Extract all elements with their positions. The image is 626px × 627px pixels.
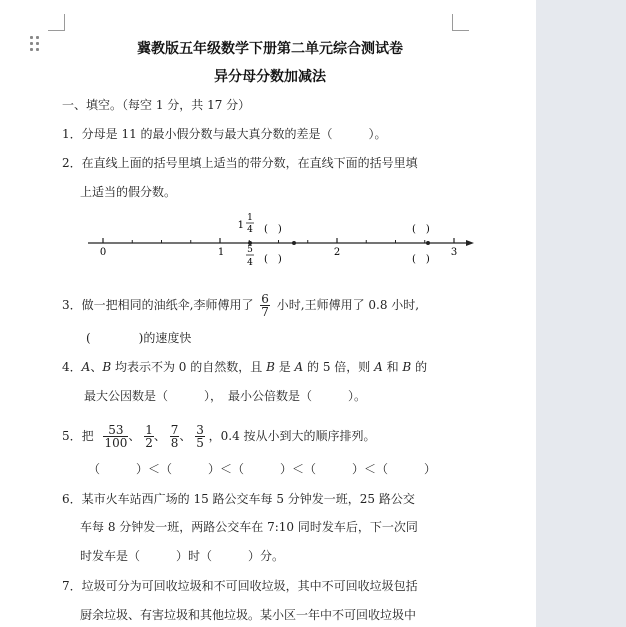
- question-3-line-1: [62, 293, 419, 318]
- question-4-line-1: 4．A、B 均表示不为 0 的自然数，且 B 是 A 的 5 倍，则 A 和 B 的: [62, 360, 428, 374]
- point-b: [426, 241, 430, 245]
- mixed-numerator: 1: [247, 213, 253, 223]
- paren-below-2: ( ): [412, 254, 430, 265]
- question-7-line-2: 厨余垃圾、有害垃圾和其他垃圾。某小区一年中不可回收垃圾中: [80, 608, 417, 622]
- tick-label-0: 0: [99, 247, 107, 258]
- section-heading: 一、填空。（每空 1 分，共 17 分）: [62, 98, 251, 112]
- tick-label-2: 2: [333, 247, 341, 258]
- page-corner-mark-right: [452, 14, 469, 31]
- question-5-line-1: 5．把 $\frac{53}{100}$ 、 $\frac{1}{2}$ 、 $\frac{7}{8}$ 、 $\frac{3}{5}$ ，0.4 按从小到大的顺序排列。: [62, 423, 376, 450]
- paren-below-1: ( ): [264, 254, 282, 265]
- page-corner-mark-left: [48, 14, 65, 31]
- improper-denominator: 4: [247, 258, 253, 268]
- page-side-gutter: [536, 0, 626, 627]
- number-line-ticks: [103, 238, 454, 243]
- question-6-line-2: 车每 8 分钟发一班，两路公交车在 7:10 同时发车后，下一次同: [80, 520, 418, 534]
- question-4-line-2: 最大公因数是（ ）， 最小公倍数是（ ）。: [84, 389, 367, 403]
- question-1: 1．分母是 11 的最小假分数与最大真分数的差是（ ）。: [62, 127, 387, 141]
- q3-fraction: $\frac{6}{7}$: [261, 292, 269, 319]
- improper-numerator: 5: [247, 245, 253, 255]
- q5-fraction-1: $\frac{53}{100}$: [104, 423, 128, 450]
- mixed-denominator: 4: [247, 225, 253, 235]
- question-6-line-3: 时发车是（ ）时（ ）分。: [80, 549, 285, 563]
- q5-fraction-4: $\frac{3}{5}$: [196, 423, 204, 450]
- question-2-line-2: 上适当的假分数。: [80, 185, 177, 199]
- point-a: [292, 241, 296, 245]
- question-6-line-1: 6．某市火车站西广场的 15 路公交车每 5 分钟发一班，25 路公交: [62, 492, 415, 506]
- mixed-whole: 1: [237, 220, 244, 231]
- q3-text-pre: 3．做一把相同的油纸伞,李师傅用了: [62, 298, 254, 312]
- q5-fraction-3: $\frac{7}{8}$: [170, 423, 179, 450]
- question-3-line-2: ( )的速度快: [86, 331, 192, 345]
- paren-above-1: ( ): [264, 224, 282, 235]
- point-5-4: [248, 241, 252, 245]
- number-line-arrow: [466, 240, 474, 246]
- tick-label-3: 3: [450, 247, 458, 258]
- question-7-line-1: 7．垃圾可分为可回收垃圾和不可回收垃圾，其中不可回收垃圾包括: [62, 579, 418, 593]
- document-title: 冀教版五年级数学下册第二单元综合测试卷: [137, 41, 403, 57]
- question-5-line-2: （ ）＜（ ）＜（ ）＜（ ）＜（ ）: [88, 462, 437, 476]
- document-subtitle: 异分母分数加减法: [214, 69, 326, 85]
- paren-above-2: ( ): [412, 224, 430, 235]
- q3-text-post: 小时,王师傅用了 0.8 小时,: [276, 298, 420, 312]
- q5-fraction-2: $\frac{1}{2}$: [145, 423, 153, 450]
- number-line-figure: [84, 210, 480, 272]
- tick-label-1: 1: [217, 247, 225, 258]
- question-2-line-1: 2．在直线上面的括号里填上适当的带分数，在直线下面的括号里填: [62, 156, 418, 170]
